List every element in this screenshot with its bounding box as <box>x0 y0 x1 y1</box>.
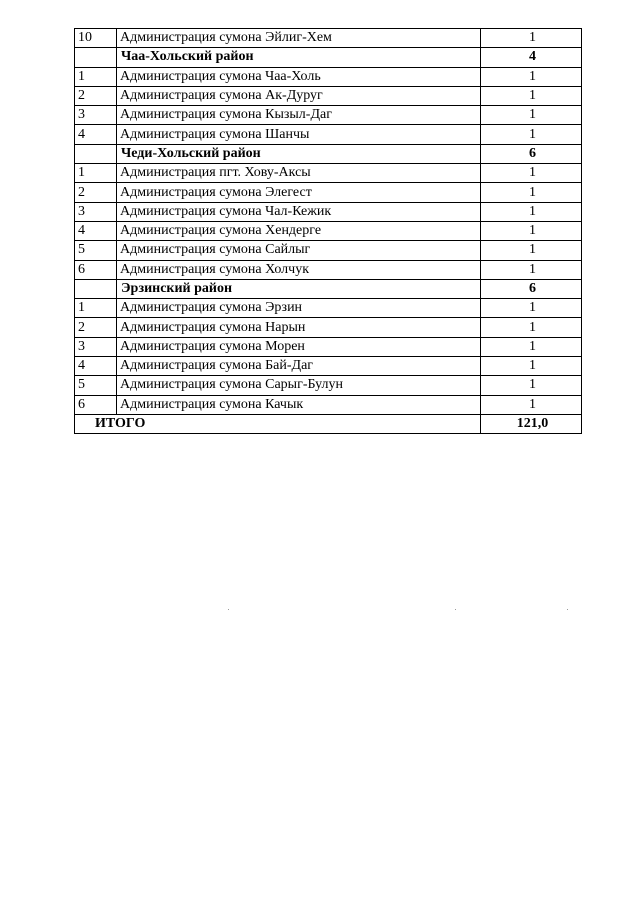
table-row <box>75 395 582 414</box>
row-number: 6 <box>75 395 117 414</box>
row-count: 1 <box>481 86 582 105</box>
row-number: 4 <box>75 221 117 240</box>
row-count: 1 <box>481 183 582 202</box>
table-row <box>75 164 582 183</box>
district-row <box>75 279 582 298</box>
table-row <box>75 241 582 260</box>
row-number: 6 <box>75 260 117 279</box>
table-row <box>75 337 582 356</box>
row-count: 1 <box>481 395 582 414</box>
table-row <box>75 221 582 240</box>
row-number: 3 <box>75 202 117 221</box>
row-number: 1 <box>75 299 117 318</box>
district-name: Чаа-Хольский район <box>117 48 481 67</box>
district-row <box>75 144 582 163</box>
row-count: 1 <box>481 125 582 144</box>
organization-name: Администрация сумона Эйлиг-Хем <box>117 29 481 48</box>
row-number: 2 <box>75 318 117 337</box>
organization-name: Администрация сумона Кызыл-Даг <box>117 106 481 125</box>
organization-name: Администрация сумона Чаа-Холь <box>117 67 481 86</box>
row-number: 2 <box>75 183 117 202</box>
row-number: 2 <box>75 86 117 105</box>
organization-name: Администрация сумона Качык <box>117 395 481 414</box>
row-count: 1 <box>481 337 582 356</box>
table-row <box>75 67 582 86</box>
row-count: 1 <box>481 241 582 260</box>
scan-speck <box>228 609 229 610</box>
row-number: 5 <box>75 241 117 260</box>
table-row <box>75 299 582 318</box>
row-count: 1 <box>481 106 582 125</box>
organization-name: Администрация сумона Нарын <box>117 318 481 337</box>
row-number <box>75 144 117 163</box>
allocation-table <box>74 28 582 434</box>
table-body <box>75 29 582 434</box>
row-number: 4 <box>75 125 117 144</box>
organization-name: Администрация пгт. Хову-Аксы <box>117 164 481 183</box>
row-count: 1 <box>481 164 582 183</box>
organization-name: Администрация сумона Шанчы <box>117 125 481 144</box>
table-row <box>75 357 582 376</box>
table-row <box>75 202 582 221</box>
organization-name: Администрация сумона Морен <box>117 337 481 356</box>
organization-name: Администрация сумона Бай-Даг <box>117 357 481 376</box>
row-count: 1 <box>481 67 582 86</box>
row-number: 3 <box>75 106 117 125</box>
row-count: 1 <box>481 202 582 221</box>
row-count: 1 <box>481 318 582 337</box>
organization-name: Администрация сумона Элегест <box>117 183 481 202</box>
table-row <box>75 260 582 279</box>
organization-name: Администрация сумона Ак-Дуруг <box>117 86 481 105</box>
row-number: 5 <box>75 376 117 395</box>
total-value: 121,0 <box>481 414 582 433</box>
organization-name: Администрация сумона Чал-Кежик <box>117 202 481 221</box>
row-count: 1 <box>481 260 582 279</box>
row-count: 1 <box>481 357 582 376</box>
total-label: ИТОГО <box>75 414 481 433</box>
total-row <box>75 414 582 433</box>
district-count: 6 <box>481 144 582 163</box>
table-row <box>75 318 582 337</box>
table-row <box>75 125 582 144</box>
district-name: Эрзинский район <box>117 279 481 298</box>
district-name: Чеди-Хольский район <box>117 144 481 163</box>
row-number: 4 <box>75 357 117 376</box>
row-count: 1 <box>481 29 582 48</box>
organization-name: Администрация сумона Хендерге <box>117 221 481 240</box>
table-row <box>75 86 582 105</box>
row-number: 1 <box>75 164 117 183</box>
scan-speck <box>455 609 456 610</box>
row-number: 10 <box>75 29 117 48</box>
table-row <box>75 29 582 48</box>
scan-speck <box>567 609 568 610</box>
row-number: 3 <box>75 337 117 356</box>
organization-name: Администрация сумона Эрзин <box>117 299 481 318</box>
organization-name: Администрация сумона Сарыг-Булун <box>117 376 481 395</box>
table-row <box>75 183 582 202</box>
district-count: 6 <box>481 279 582 298</box>
row-count: 1 <box>481 376 582 395</box>
district-row <box>75 48 582 67</box>
row-count: 1 <box>481 221 582 240</box>
row-count: 1 <box>481 299 582 318</box>
organization-name: Администрация сумона Холчук <box>117 260 481 279</box>
district-count: 4 <box>481 48 582 67</box>
table-row <box>75 106 582 125</box>
row-number <box>75 48 117 67</box>
row-number: 1 <box>75 67 117 86</box>
table-row <box>75 376 582 395</box>
row-number <box>75 279 117 298</box>
organization-name: Администрация сумона Сайлыг <box>117 241 481 260</box>
